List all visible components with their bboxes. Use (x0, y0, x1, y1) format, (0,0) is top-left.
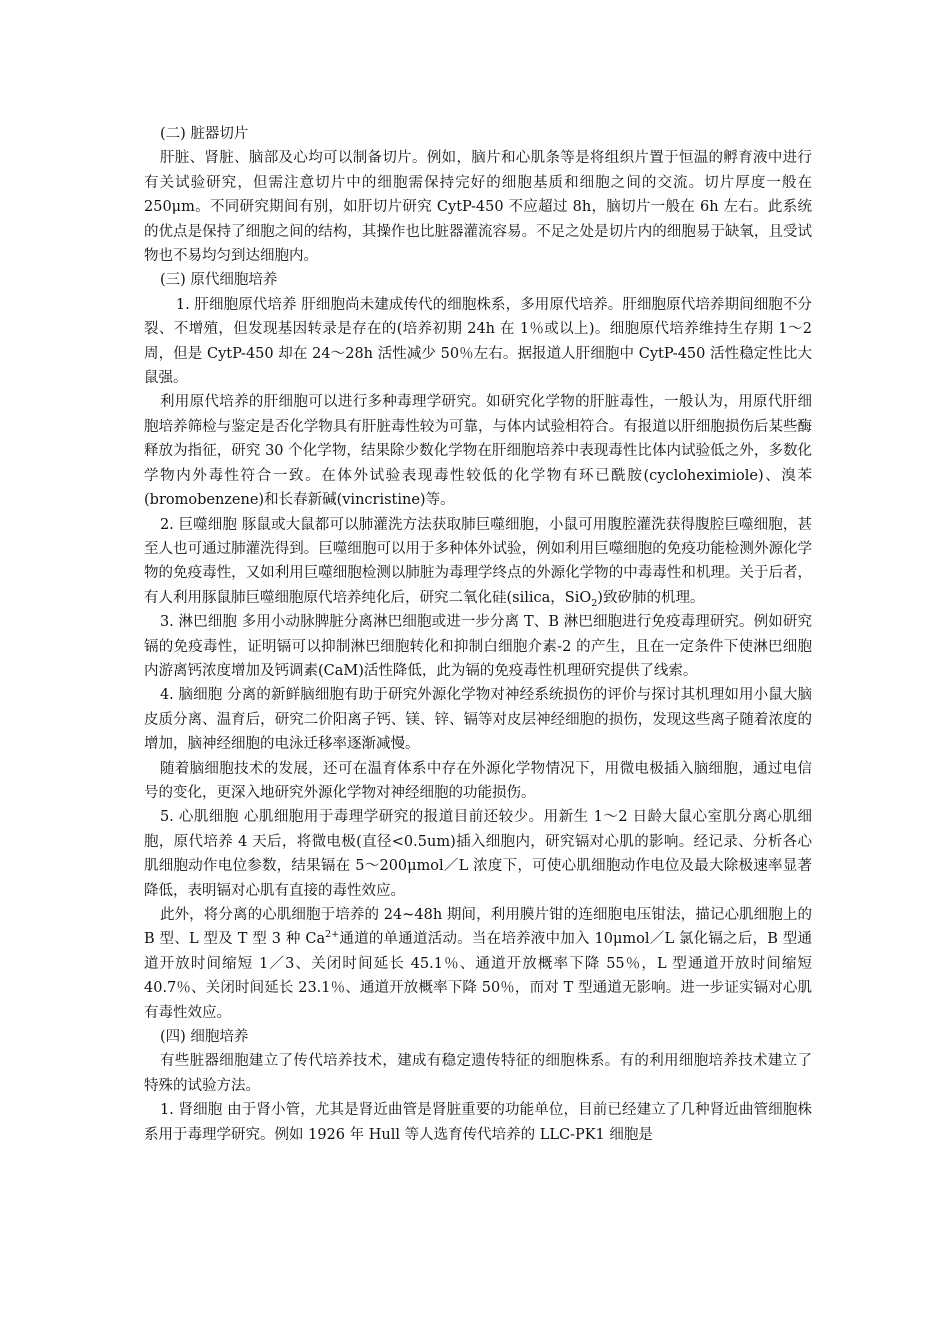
patch-clamp-text-end: 通道的单通道活动。当在培养液中加入 10μmol／L 氯化镉之后，B 型通道开放时间缩短 1／3、关闭时间延长 45.1％、通道开放概率下降 55％，L 型通道开放时间缩短 40.7％、关闭时间延长 23.1％、通道开放概率下降 50％，而对 T 型通道无影响。进一步证实镉对心肌有毒性效应。 (144, 931, 812, 1021)
paragraph-organ-slice: 肝脏、肾脏、脑部及心均可以制备切片。例如，脑片和心肌条等是将组织片置于恒温的孵育液中进行有关试验研究，但需注意切片中的细胞需保持完好的细胞基质和细胞之间的交流。切片厚度一般在 250μm。不同研究期间有别，如肝切片研究 CytP-450 不应超过 8h，脑切片一般在 6h 左右。此系统的优点是保持了细胞之间的结构，其操作也比脏器灌流容易。不足之处是切片内的细胞易于缺氧，且受试物也不易均匀到达细胞内。 (144, 150, 812, 265)
paragraph-lymphocyte: 3. 淋巴细胞 多用小动脉脾脏分离淋巴细胞或进一步分离 T、B 淋巴细胞进行免疫毒理研究。例如研究镉的免疫毒性，证明镉可以抑制淋巴细胞转化和抑制白细胞介素-2 的产生，且在一定条件下使淋巴细胞内游离钙浓度增加及钙调素(CaM)活性降低，此为镉的免疫毒性机理研究提供了线索。 (144, 614, 812, 679)
section-heading-primary-culture: (三) 原代细胞培养 (159, 272, 278, 289)
paragraph-hepatocyte-primary: 1. 肝细胞原代培养 肝细胞尚未建成传代的细胞株系，多用原代培养。肝细胞原代培养期间细胞不分裂、不增殖，但发现基因转录是存在的(培养初期 24h 在 1％或以上)。细胞原代培养维持生存期 1～2 周，但是 CytP-450 却在 24～28h 活性减少 50％左右。据报道人肝细胞中 CytP-450 活性稳定性比大鼠强。 (144, 296, 812, 387)
section-heading-organ-slice: (二) 脏器切片 (159, 126, 249, 142)
paragraph-cardiomyocyte-patch-clamp (144, 903, 812, 1025)
paragraph-cardiomyocyte: 5. 心肌细胞 心肌细胞用于毒理学研究的报道目前还较少。用新生 1～2 日龄大鼠心室肌分离心肌细胞，原代培养 4 天后，将微电极(直径<0.5um)插入细胞内，研究镉对心肌的影响。经记录、分析各心肌细胞动作电位参数，结果镉在 5～200μmol／L 浓度下，可使心肌细胞动作电位及最大除极速率显著降低，表明镉对心肌有直接的毒性效应。 (144, 809, 812, 899)
section-heading-cell-culture: (四) 细胞培养 (159, 1029, 249, 1046)
patch-clamp-text: 此外，将分离的心肌细胞于培养的 24~48h 期间，利用膜片钳的连细胞电压钳法，描记心肌细胞上的 B 型、L 型及 T 型 3 种 Ca (144, 907, 812, 948)
macrophage-text: 2. 巨噬细胞 豚鼠或大鼠都可以肺灌洗方法获取肺巨噬细胞，小鼠可用腹腔灌洗获得腹腔巨噬细胞，甚至人也可通过肺灌洗得到。巨噬细胞可以用于多种体外试验，例如利用巨噬细胞的免疫功能检测外源化学物的免疫毒性，又如利用巨噬细胞检测以肺脏为毒理学终点的外源化学物的中毒毒性和机理。关于后者，有人利用豚鼠肺巨噬细胞原代培养纯化后，研究二氧化硅(silica，SiO (144, 516, 812, 606)
paragraph-cell-culture: 有些脏器细胞建立了传代培养技术，建成有稳定遗传特征的细胞株系。有的利用细胞培养技术建立了特殊的试验方法。 (144, 1053, 812, 1094)
paragraph-kidney-cell: 1. 肾细胞 由于肾小管，尤其是肾近曲管是肾脏重要的功能单位，目前已经建立了几种肾近曲管细胞株系用于毒理学研究。例如 1926 年 Hull 等人选育传代培养的 LLC-PK1 细胞是 (144, 1102, 812, 1143)
paragraph-brain-cell-electrode: 随着脑细胞技术的发展，还可在温育体系中存在外源化学物情况下，用微电极插入脑细胞，通过电信号的变化，更深入地研究外源化学物对神经细胞的功能损伤。 (144, 760, 812, 801)
document-page (144, 122, 812, 1147)
paragraph-macrophage (144, 513, 812, 611)
subscript-2: 2 (591, 597, 598, 609)
superscript-2plus: 2+ (325, 929, 340, 941)
macrophage-text-end: )致矽肺的机理。 (597, 589, 705, 606)
paragraph-hepatocyte-toxicity: 利用原代培养的肝细胞可以进行多种毒理学研究。如研究化学物的肝脏毒性，一般认为，用原代肝细胞培养筛检与鉴定是否化学物具有肝脏毒性较为可靠，与体内试验相符合。有报道以肝细胞损伤后某些酶释放为指征，研究 30 个化学物，结果除少数化学物在肝细胞培养中表现毒性比体内试验低之外，多数化学物内外毒性符合一致。在体外试验表现毒性较低的化学物有环已酰胺(cycloheximiole)、溴苯(bromobenzene)和长春新碱(vincristine)等。 (144, 394, 812, 509)
paragraph-brain-cell: 4. 脑细胞 分离的新鲜脑细胞有助于研究外源化学物对神经系统损伤的评价与探讨其机理如用小鼠大脑皮质分离、温育后，研究二价阳离子钙、镁、锌、镉等对皮层神经细胞的损伤，发现这些离子随着浓度的增加，脑神经细胞的电泳迁移率逐渐减慢。 (144, 687, 812, 753)
